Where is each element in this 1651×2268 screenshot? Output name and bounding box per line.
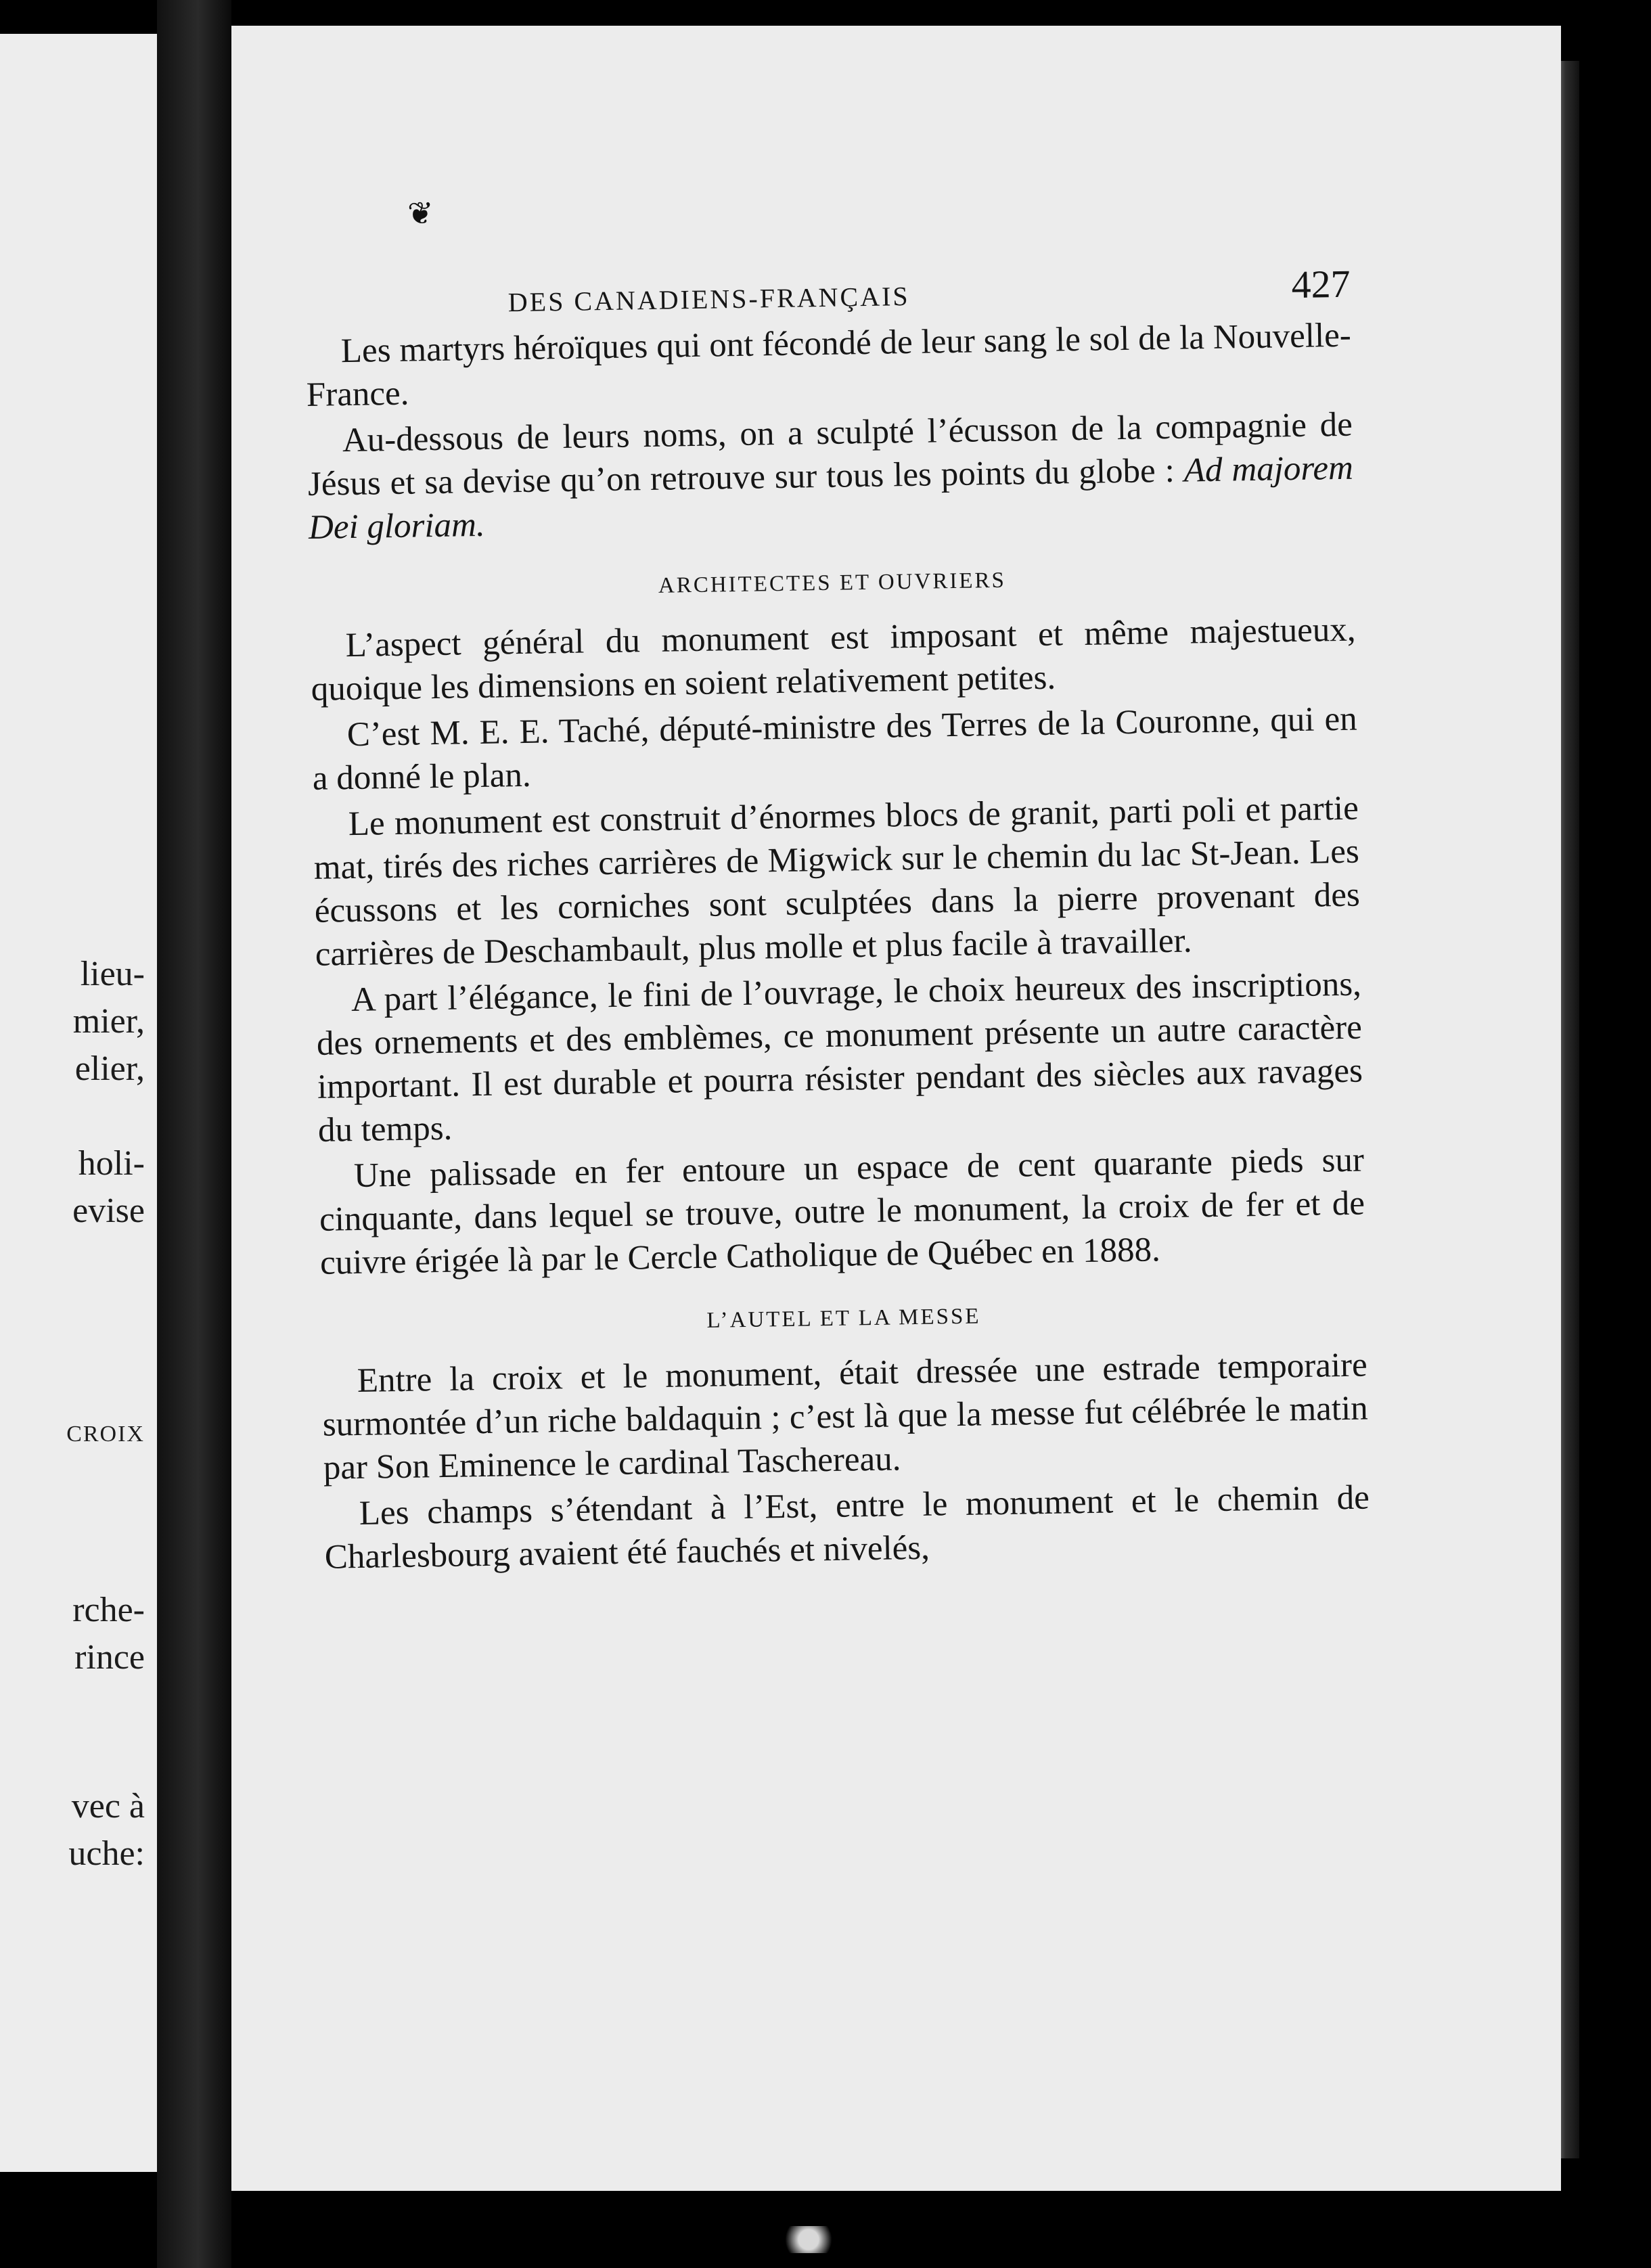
paragraph: Le monument est construit d’énormes blocs de granit, parti poli et partie mat, tirés des riches carrières de Migwick sur le chemin du lac St-Jean. Les écussons et les corniches sont sculptées dans la pierre provenant des carrières de Deschambault, plus molle et plus facile à travailler.: [313, 789, 1361, 974]
facing-page-line: vec à: [71, 1787, 145, 1825]
facing-page-line: mier,: [72, 1002, 145, 1041]
paragraph: A part l’élégance, le fini de l’ouvrage, le choix heureux des inscriptions, des ornements et des emblèmes, ce monument présente un autre caractère important. Il est durable et pourra résister pendant des siècles aux ravages du temps.: [316, 965, 1363, 1150]
paragraph-text: Au-dessous de leurs noms, on a sculpté l’écusson de la compagnie de Jésus et sa devise qu’on retrouve sur tous les points du globe :: [307, 405, 1353, 503]
book-gutter: [157, 0, 231, 2268]
facing-page-line: elier,: [74, 1049, 145, 1088]
book-page: [231, 26, 1561, 2191]
paragraph: Les champs s’étendant à l’Est, entre le monument et le chemin de Charlesbourg avaient été fauchés et nivelés,: [324, 1478, 1370, 1577]
facing-page-line: evise: [72, 1192, 145, 1230]
paragraph: L’aspect général du monument est imposant et même majestueux, quoique les dimensions en soient relativement petites.: [311, 610, 1356, 708]
running-title: DES CANADIENS-FRANÇAIS: [507, 280, 910, 318]
facing-page: [0, 34, 157, 2172]
facing-page-line: rche-: [72, 1591, 145, 1629]
paragraph: Entre la croix et le monument, était dressée une estrade temporaire surmontée d’un riche baldaquin ; c’est là que la messe fut célébrée le matin par Son Eminence le cardinal Taschereau.: [322, 1346, 1369, 1487]
printer-mark: ❦: [407, 195, 434, 231]
paragraph: [307, 403, 1354, 549]
paragraph: Les martyrs héroïques qui ont fécondé de leur sang le sol de la Nouvelle-France.: [306, 316, 1352, 414]
facing-page-line: rince: [74, 1638, 145, 1677]
section-heading: ARCHITECTES ET OUVRIERS: [658, 568, 1007, 598]
paragraph: C’est M. E. E. Taché, député-ministre des Terres de la Couronne, qui en a donné le plan.: [312, 700, 1358, 798]
facing-page-line: CROIX: [66, 1422, 145, 1447]
facing-page-line: uche:: [68, 1834, 145, 1873]
motto: Ad majorem Dei gloriam.: [308, 449, 1354, 547]
facing-page-line: holi-: [78, 1144, 145, 1183]
page-number: 427: [1291, 261, 1351, 307]
scan-artifact: [778, 2226, 839, 2253]
paragraph: Une palissade en fer entoure un espace de cent quarante pieds sur cinquante, dans lequel se trouve, outre le monument, la croix de fer et de cuivre érigée là par le Cercle Catholique de Québec en 1888.: [319, 1141, 1365, 1282]
section-heading: L’AUTEL ET LA MESSE: [706, 1304, 981, 1333]
facing-page-line: lieu-: [80, 955, 145, 993]
page-content: [304, 253, 1370, 1579]
